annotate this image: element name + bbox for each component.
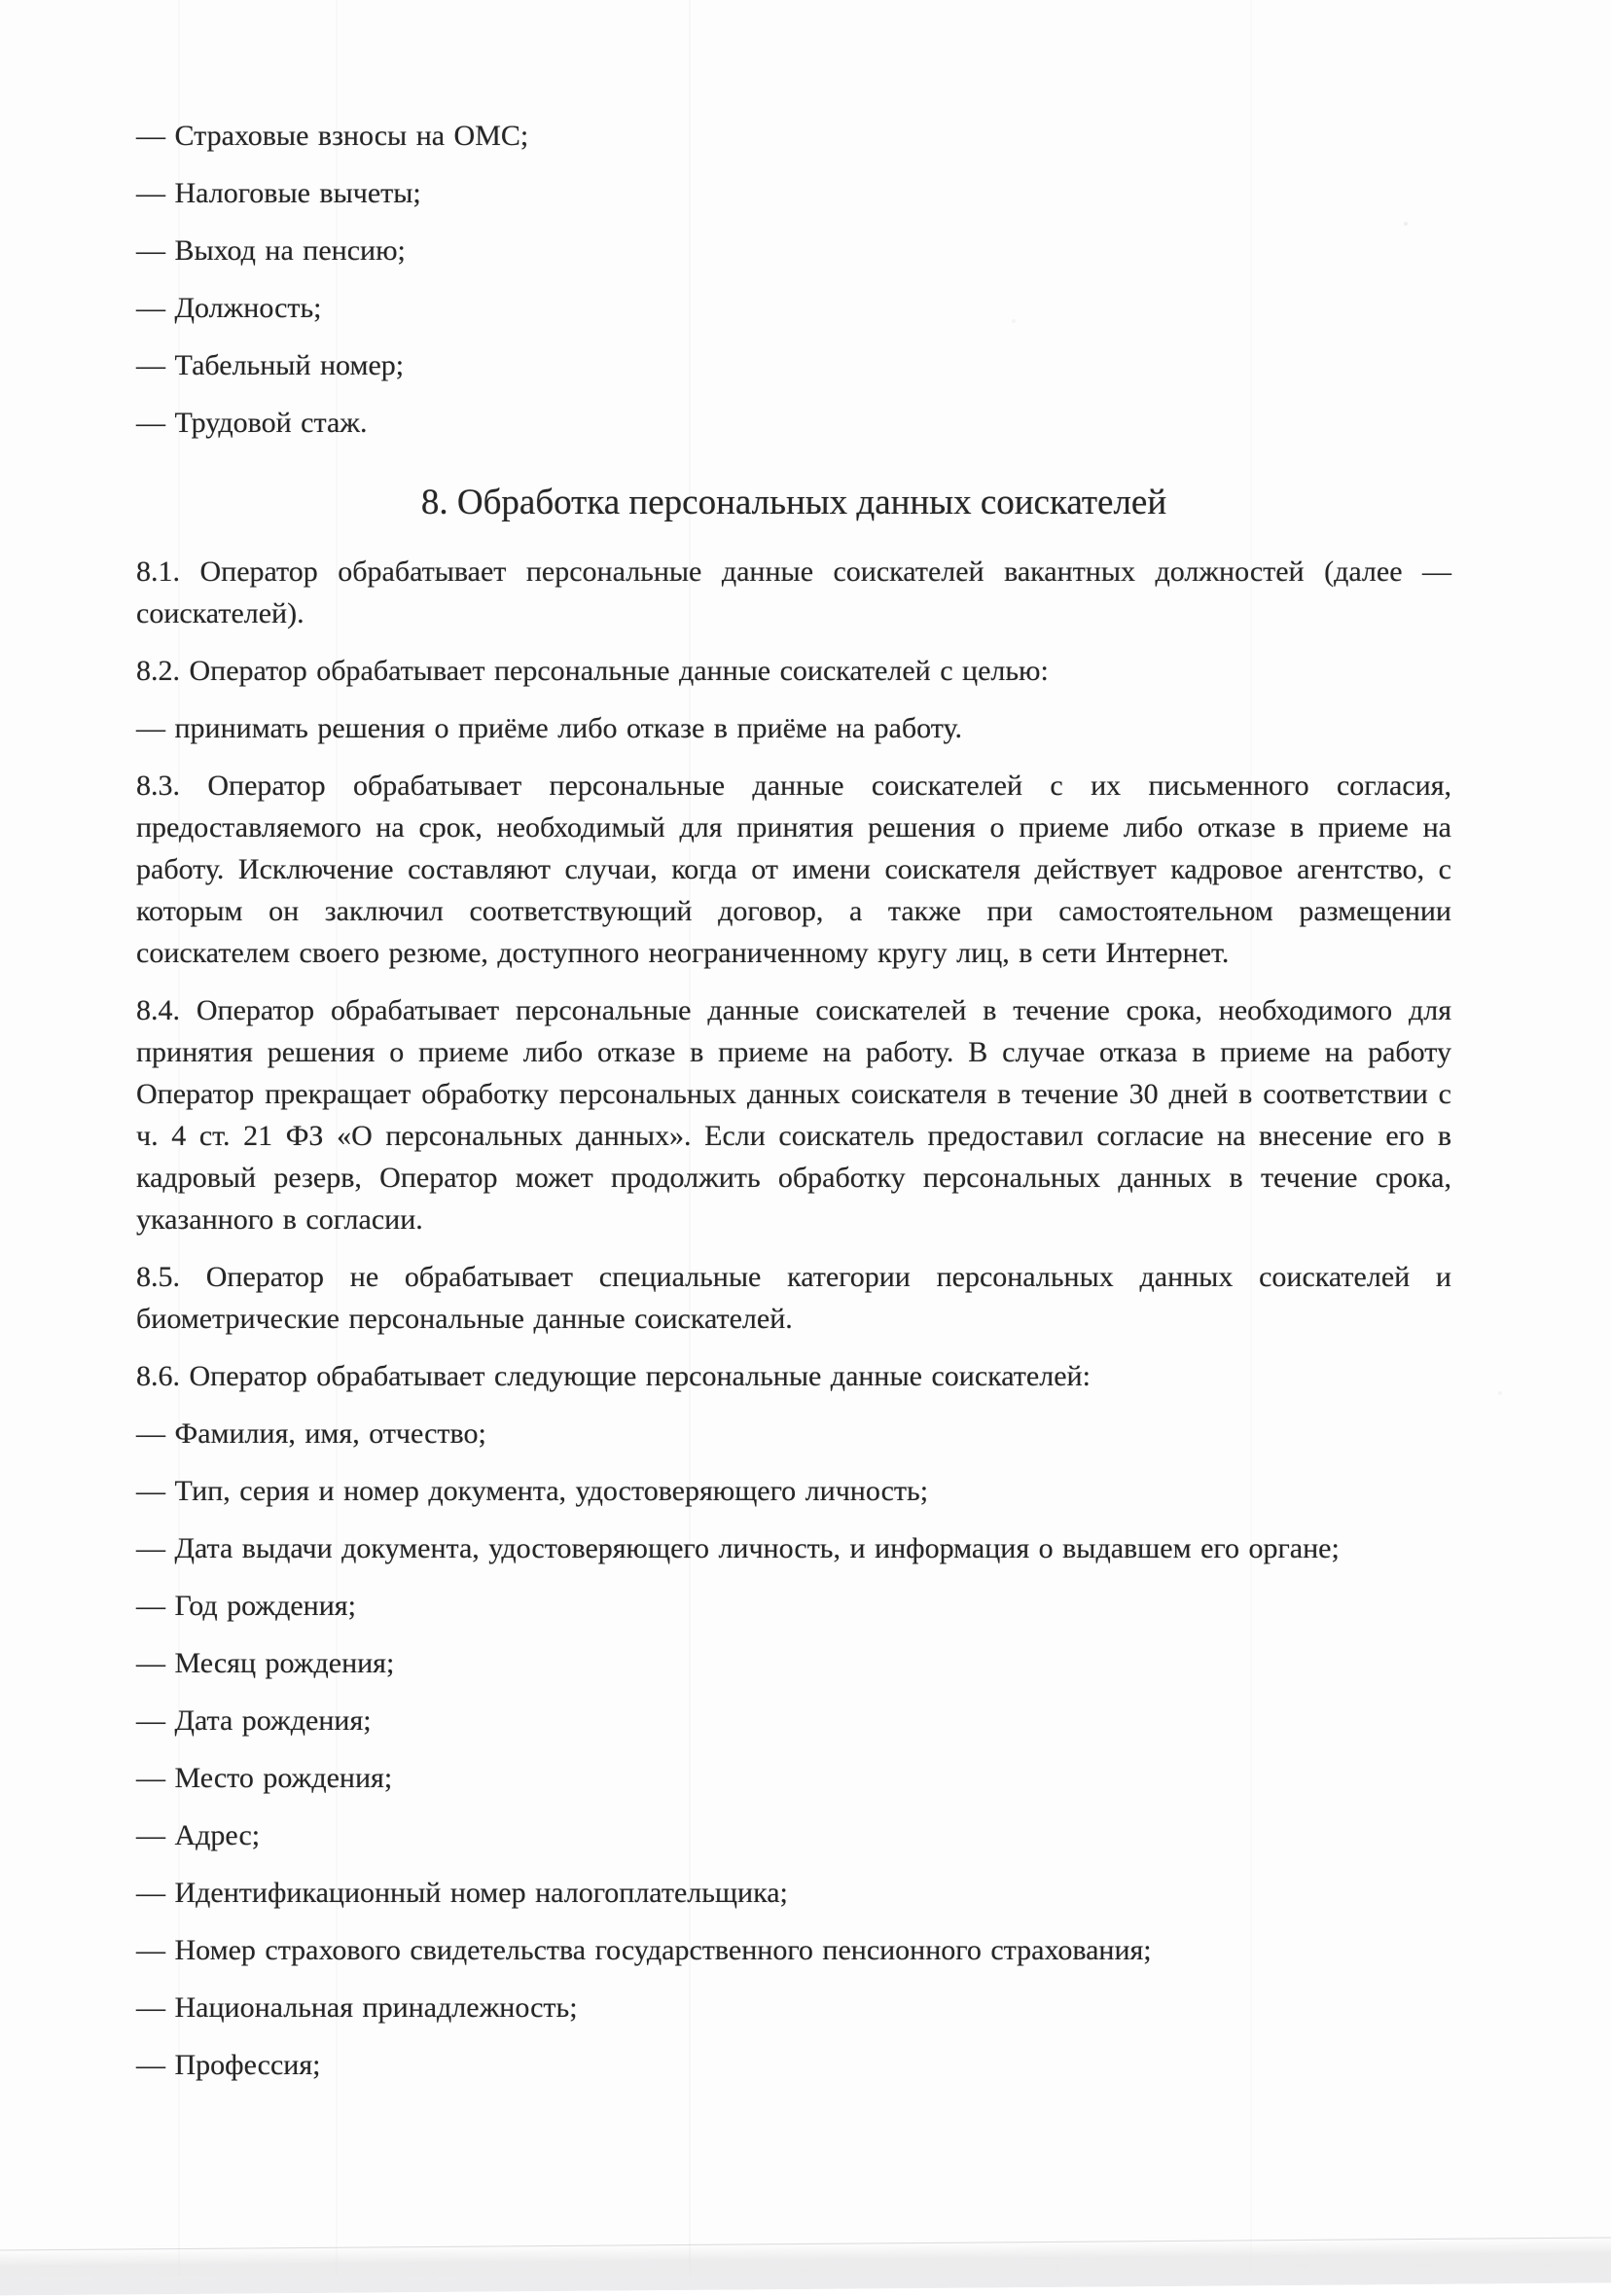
- list-item: — Номер страхового свидетельства государственного пенсионного страхования;: [136, 1934, 1152, 1966]
- list-item: — Должность;: [136, 292, 322, 324]
- list-item: — Месяц рождения;: [136, 1647, 395, 1679]
- list-item: — Табельный номер;: [136, 349, 405, 381]
- list-item: — Выход на пенсию;: [136, 234, 406, 267]
- paragraph: 8.3. Оператор обрабатывает персональные данные соискателей с их письменного согласия, предоставляемого на срок, необходимый для принятия решения о приеме либо отказе в приеме на работу. Исключение составляют случаи, когда от имени соискателя действует кадровое агентство, с которым он заключил соответствующий договор, а также при самостоятельном размещении соискателем своего резюме, доступного неограниченному кругу лиц, в сети Интернет.: [136, 770, 1451, 969]
- list-item: — Трудовой стаж.: [136, 407, 368, 439]
- section-heading: 8. Обработка персональных данных соискателей: [420, 483, 1167, 522]
- list-item: — принимать решения о приёме либо отказе в приёме на работу.: [136, 712, 962, 744]
- list-item: — Дата рождения;: [136, 1704, 372, 1737]
- paragraph: 8.6. Оператор обрабатывает следующие персональные данные соискателей:: [136, 1360, 1091, 1392]
- list-item: — Место рождения;: [136, 1762, 393, 1794]
- list-item: — Налоговые вычеты;: [136, 177, 421, 209]
- paragraph: 8.5. Оператор не обрабатывает специальные категории персональных данных соискателей и биометрические персональные данные соискателей.: [136, 1261, 1451, 1335]
- paragraph: — Дата выдачи документа, удостоверяющего личность, и информация о выдавшем его органе;: [136, 1532, 1340, 1564]
- list-item: — Профессия;: [136, 2049, 321, 2081]
- list-item: — Страховые взносы на ОМС;: [136, 120, 529, 152]
- list-item: — Год рождения;: [136, 1590, 356, 1622]
- scan-bottom-shadow: [0, 2237, 1611, 2295]
- list-item: — Национальная принадлежность;: [136, 1991, 578, 2024]
- list-item: — Идентификационный номер налогоплательщика;: [136, 1877, 788, 1909]
- list-item: — Адрес;: [136, 1819, 261, 1851]
- list-item: — Фамилия, имя, отчество;: [136, 1417, 486, 1450]
- list-item: — Тип, серия и номер документа, удостоверяющего личность;: [136, 1475, 929, 1507]
- paragraph: 8.1. Оператор обрабатывает персональные данные соискателей вакантных должностей (далее — соискателей).: [136, 556, 1451, 629]
- paragraph: 8.4. Оператор обрабатывает персональные данные соискателей в течение срока, необходимого для принятия решения о приеме либо отказе в приеме на работу. В случае отказа в приеме на работу Оператор прекращает обработку персональных данных соискателя в течение 30 дней в соответствии с ч. 4 ст. 21 ФЗ «О персональных данных». Если соискатель предоставил согласие на внесение его в кадровый резерв, Оператор может продолжить обработку персональных данных в течение срока, указанного в согласии.: [136, 994, 1451, 1236]
- paragraph: 8.2. Оператор обрабатывает персональные данные соискателей с целью:: [136, 655, 1049, 687]
